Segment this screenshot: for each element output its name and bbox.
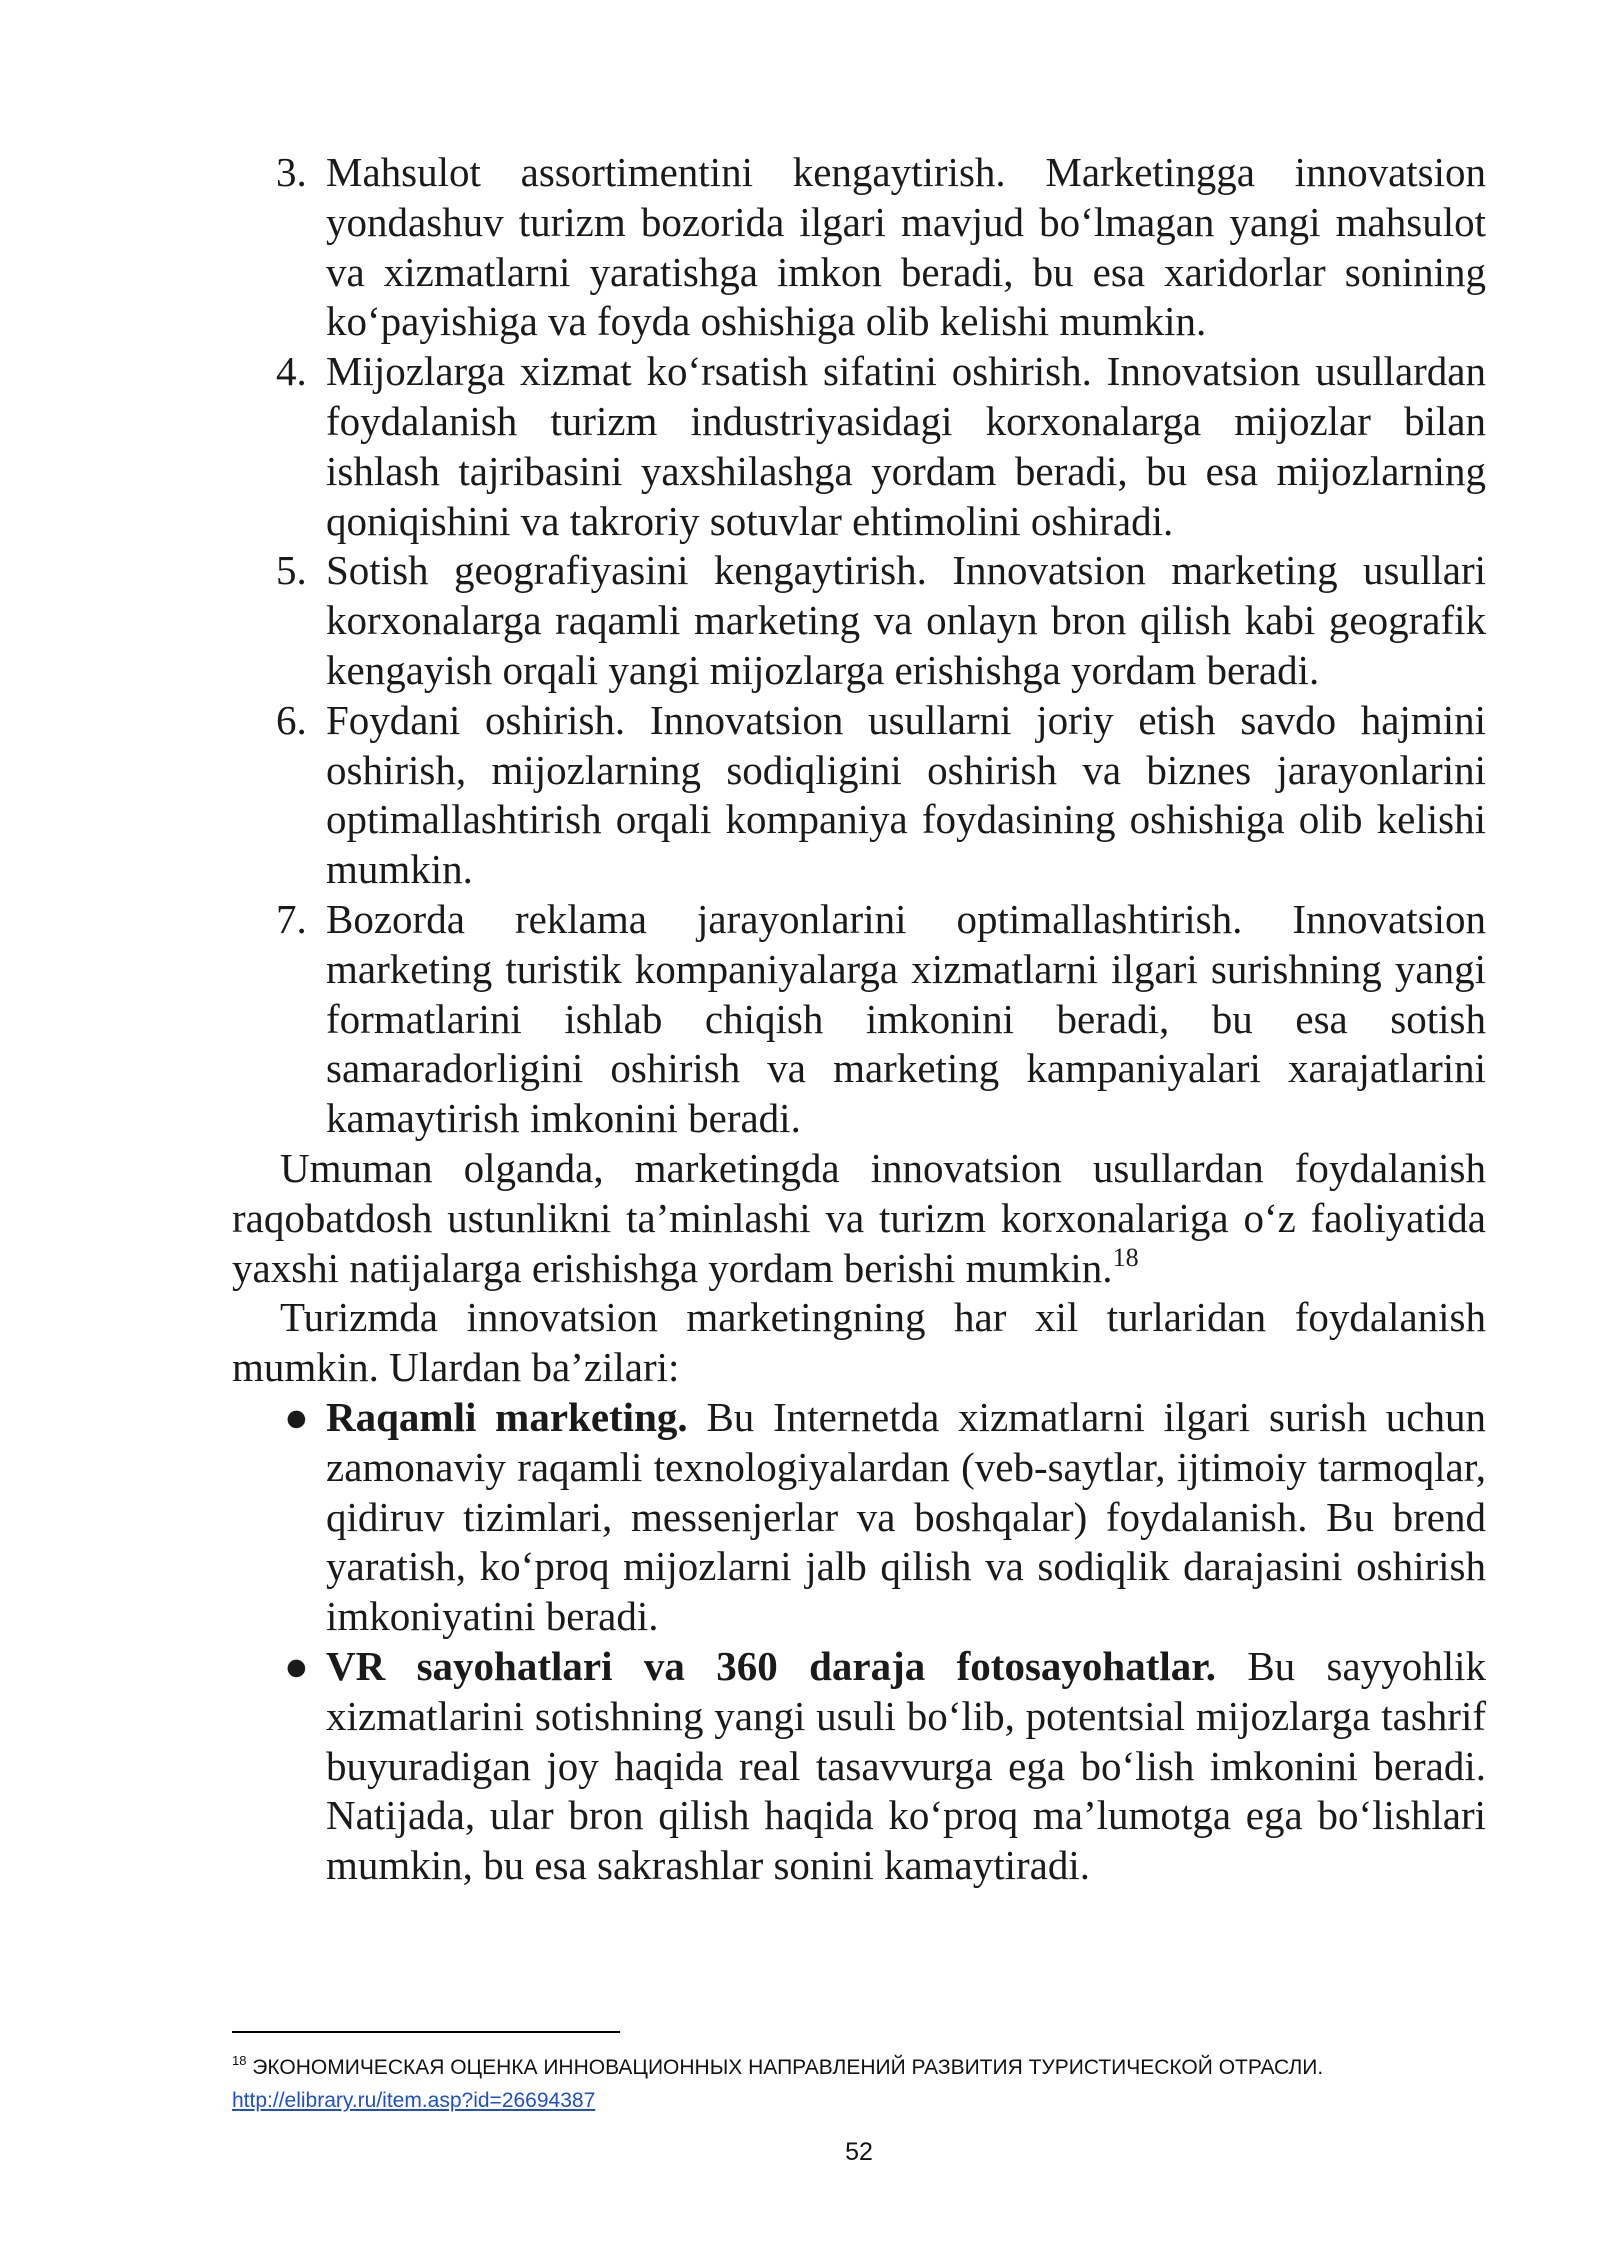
list-item xyxy=(232,546,1486,695)
bullet-icon: ● xyxy=(284,1393,309,1440)
bullet-heading: VR sayohatlari va 360 daraja fotosayohatlar. xyxy=(326,1642,1216,1689)
bullet-text: Bu sayyohlik xizmatlarini sotishning yangi usuli bo‘lib, potentsial mijozlarga tashrif buyuradigan joy haqida real tasavvurga ega bo‘lish imkonini beradi. Natijada, ular bron qilish haqida ko‘proq ma’lumotga ega bo‘lishlari mumkin, bu esa sakrashlar sonini kamaytiradi. xyxy=(326,1642,1486,1889)
list-item-text: Bozorda reklama jarayonlarini optimallashtirish. Innovatsion marketing turistik kompaniyalarga xizmatlarni ilgari surishning yangi formatlarini ishlab chiqish imkonini beradi, bu esa sotish samaradorligini oshirish va marketing kampaniyalari xarajatlarini kamaytirish imkonini beradi. xyxy=(326,895,1486,1142)
bullet-text: Bu Internetda xizmatlarni ilgari surish uchun zamonaviy raqamli texnologiyalardan (veb-saytlar, ijtimoiy tarmoqlar, qidiruv tizimlari, messenjerlar va boshqalar) foydalanish. Bu brend yaratish, ko‘proq mijozlarni jalb qilish va sodiqlik darajasini oshirish imkoniyatini beradi. xyxy=(326,1393,1486,1640)
footnote-reference[interactable]: 18 xyxy=(1112,1242,1139,1272)
intro-paragraph: Turizmda innovatsion marketingning har xil turlaridan foydalanish mumkin. Ulardan ba’zilari: xyxy=(232,1294,1486,1391)
list-number: 5. xyxy=(276,547,307,594)
list-item xyxy=(232,696,1486,895)
bullet-heading: Raqamli marketing. xyxy=(326,1393,688,1440)
footnote-line xyxy=(232,2051,1492,2084)
list-number: 4. xyxy=(276,348,307,395)
list-number: 6. xyxy=(276,696,307,743)
page-number: 52 xyxy=(845,2138,873,2166)
bullet-icon: ● xyxy=(284,1642,309,1689)
bullet-list xyxy=(232,1393,1486,1891)
list-number: 3. xyxy=(276,149,307,195)
footnote-link-line xyxy=(232,2084,1492,2117)
list-item xyxy=(232,347,1486,546)
bullet-item xyxy=(232,1393,1486,1642)
footnote-text: ЭКОНОМИЧЕСКАЯ ОЦЕНКА ИННОВАЦИОННЫХ НАПРАВЛЕНИЙ РАЗВИТИЯ ТУРИСТИЧЕСКОЙ ОТРАСЛИ. xyxy=(246,2056,1324,2079)
list-item xyxy=(232,895,1486,1144)
footnote-number: 18 xyxy=(232,2053,247,2068)
list-item-text: Foydani oshirish. Innovatsion usullarni joriy etish savdo hajmini oshirish, mijozlarning sodiqligini oshirish va biznes jarayonlarini optimallashtirish orqali kompaniya foydasining oshishiga olib kelishi mumkin. xyxy=(326,696,1486,893)
bullet-item xyxy=(232,1642,1486,1891)
list-number: 7. xyxy=(276,895,307,942)
footnote xyxy=(232,2051,1492,2117)
list-item-text: Mahsulot assortimentini kengaytirish. Marketingga innovatsion yondashuv turizm bozorida ilgari mavjud bo‘lmagan yangi mahsulot va xizmatlarni yaratishga imkon beradi, bu esa xaridorlar sonining ko‘payishiga va foyda oshishiga olib kelishi mumkin. xyxy=(326,149,1486,345)
summary-text: Umuman olganda, marketingda innovatsion usullardan foydalanish raqobatdosh ustunlikni ta’minlashi va turizm korxonalariga o‘z faoliyatida yaxshi natijalarga erishishga yordam berishi mumkin. xyxy=(232,1144,1486,1291)
list-item-text: Sotish geografiyasini kengaytirish. Innovatsion marketing usullari korxonalarga raqamli marketing va onlayn bron qilish kabi geografik kengayish orqali yangi mijozlarga erishishga yordam beradi. xyxy=(326,547,1486,693)
summary-paragraph xyxy=(232,1144,1486,1293)
list-item-text: Mijozlarga xizmat ko‘rsatish sifatini oshirish. Innovatsion usullardan foydalanish turizm industriyasidagi korxonalarga mijozlar bilan ishlash tajribasini yaxshilashga yordam beradi, bu esa mijozlarning qoniqishini va takroriy sotuvlar ehtimolini oshiradi. xyxy=(326,348,1486,544)
main-text xyxy=(232,148,1486,1891)
footnote-divider xyxy=(232,2031,620,2033)
footnote-link[interactable]: http://elibrary.ru/item.asp?id=26694387 xyxy=(232,2089,596,2112)
list-item xyxy=(232,148,1486,347)
numbered-list xyxy=(232,148,1486,1144)
